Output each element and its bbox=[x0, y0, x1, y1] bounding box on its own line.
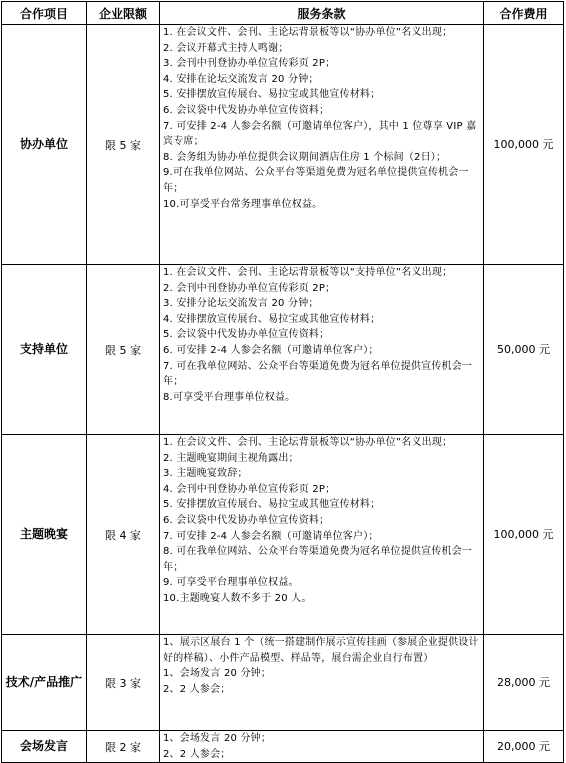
limit-cell: 限 5 家 bbox=[87, 265, 160, 435]
term-item: 1. 在会议文件、会刊、主论坛背景板等以“协办单位”名义出现； bbox=[163, 437, 453, 448]
term-item: 5. 安排摆放宣传展台、易拉宝或其他宣传材料； bbox=[163, 89, 381, 101]
term-item: 2、2 人参会； bbox=[163, 748, 231, 760]
term-item: 7. 可在我单位网站、公众平台等渠道免费为冠名单位提供宣传机会一年； bbox=[163, 360, 473, 388]
fee-cell: 100,000 元 bbox=[484, 435, 564, 635]
fee-cell: 100,000 元 bbox=[484, 25, 564, 265]
term-item: 6. 会议袋中代发协办单位宣传资料； bbox=[163, 514, 330, 526]
fee-cell: 20,000 元 bbox=[484, 731, 564, 763]
term-item: 4. 安排摆放宣传展台、易拉宝或其他宣传材料； bbox=[163, 313, 381, 325]
header-project: 合作项目 bbox=[2, 2, 87, 25]
table-body bbox=[2, 25, 564, 763]
terms-cell bbox=[160, 635, 484, 731]
table-row bbox=[2, 435, 564, 635]
term-item: 6. 会议袋中代发协办单位宣传资料； bbox=[163, 104, 330, 116]
term-item: 5. 会议袋中代发协办单位宣传资料； bbox=[163, 329, 330, 341]
terms-cell bbox=[160, 435, 484, 635]
term-item: 8. 可在我单位网站、公众平台等渠道免费为冠名单位提供宣传机会一年； bbox=[163, 546, 473, 573]
term-item: 8. 会务组为协办单位提供会议期间酒店住房 1 个标间（2日）； bbox=[163, 151, 447, 163]
term-item: 7. 可安排 2-4 人参会名额（可邀请单位客户），其中 1 位尊享 VIP 嘉宾专席； bbox=[163, 120, 477, 148]
fee-cell: 28,000 元 bbox=[484, 635, 564, 731]
term-item: 3. 安排分论坛交流发言 20 分钟； bbox=[163, 298, 319, 310]
table-row bbox=[2, 635, 564, 731]
header-terms: 服务条款 bbox=[160, 2, 484, 25]
term-item: 2. 主题晚宴期间主视角露出； bbox=[163, 452, 299, 464]
term-item: 5. 安排摆放宣传展台、易拉宝或其他宣传材料； bbox=[163, 499, 381, 511]
term-item: 2. 会议开幕式主持人鸣谢； bbox=[163, 42, 289, 54]
cooperation-table bbox=[1, 1, 564, 763]
term-item: 10.主题晚宴人数不多于 20 人。 bbox=[163, 592, 312, 604]
term-item: 4. 安排在论坛交流发言 20 分钟； bbox=[163, 73, 319, 85]
term-item: 4. 会刊中刊登协办单位宣传彩页 2P； bbox=[163, 483, 336, 495]
term-item: 8.可享受平台理事单位权益。 bbox=[163, 391, 296, 403]
limit-cell: 限 5 家 bbox=[87, 25, 160, 265]
term-item: 10.可享受平台常务理事单位权益。 bbox=[163, 198, 323, 210]
project-cell: 技术/产品推广 bbox=[2, 635, 87, 731]
project-cell: 会场发言 bbox=[2, 731, 87, 763]
fee-cell: 50,000 元 bbox=[484, 265, 564, 435]
table-row bbox=[2, 25, 564, 265]
table-row bbox=[2, 265, 564, 435]
term-item: 6. 可安排 2-4 人参会名额（可邀请单位客户）； bbox=[163, 344, 379, 356]
term-item: 9.可在我单位网站、公众平台等渠道免费为冠名单位提供宣传机会一年； bbox=[163, 167, 469, 194]
term-item: 3. 会刊中刊登协办单位宣传彩页 2P； bbox=[163, 58, 336, 70]
header-row bbox=[2, 2, 564, 25]
term-item: 1、会场发言 20 分钟； bbox=[163, 733, 272, 744]
term-item: 1、会场发言 20 分钟； bbox=[163, 668, 272, 680]
term-item: 3. 主题晚宴致辞； bbox=[163, 468, 248, 480]
project-cell: 协办单位 bbox=[2, 25, 87, 265]
term-item: 1. 在会议文件、会刊、主论坛背景板等以“协办单位”名义出现； bbox=[163, 27, 453, 38]
terms-cell bbox=[160, 25, 484, 265]
header-fee: 合作费用 bbox=[484, 2, 564, 25]
term-item: 1. 在会议文件、会刊、主论坛背景板等以“支持单位”名义出现； bbox=[163, 267, 453, 278]
term-item: 1、展示区展台 1 个（统一搭建制作展示宣传挂画（参展企业提供设计好的样稿）、小件产品模型、样品等，展台需企业自行布置） bbox=[163, 637, 479, 664]
term-item: 2、2 人参会； bbox=[163, 683, 231, 695]
term-item: 9. 可享受平台理事单位权益。 bbox=[163, 577, 299, 589]
limit-cell: 限 3 家 bbox=[87, 635, 160, 731]
limit-cell: 限 2 家 bbox=[87, 731, 160, 763]
terms-cell bbox=[160, 265, 484, 435]
project-cell: 支持单位 bbox=[2, 265, 87, 435]
table-row bbox=[2, 731, 564, 763]
limit-cell: 限 4 家 bbox=[87, 435, 160, 635]
term-item: 2. 会刊中刊登协办单位宣传彩页 2P； bbox=[163, 282, 336, 294]
term-item: 7. 可安排 2-4 人参会名额（可邀请单位客户）； bbox=[163, 530, 379, 542]
terms-cell bbox=[160, 731, 484, 763]
project-cell: 主题晚宴 bbox=[2, 435, 87, 635]
header-limit: 企业限额 bbox=[87, 2, 160, 25]
